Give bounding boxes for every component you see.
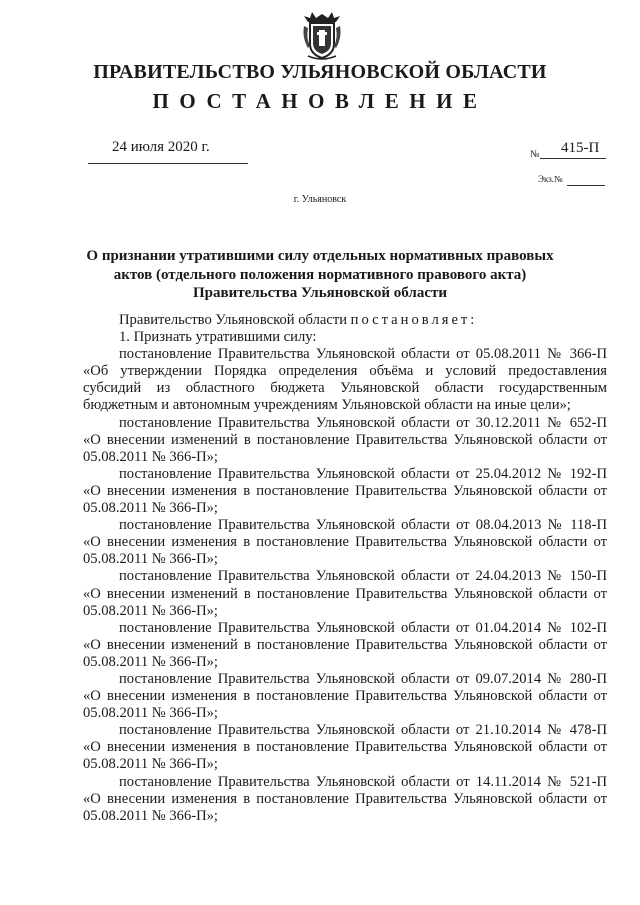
number-underline [540, 158, 606, 159]
paragraph: постановление Правительства Ульяновской области от 09.07.2014 № 280-П «О внесении изменения в постановление Правительства Ульяновской области от 05.08.2011 № 366-П»; [83, 670, 607, 722]
document-date: 24 июля 2020 г. [112, 139, 210, 155]
document-number: 415-П [561, 140, 600, 156]
copy-number-label: Экз.№ [538, 174, 563, 184]
item-1: 1. Признать утратившими силу: [119, 329, 317, 346]
number-sign: № [530, 149, 540, 160]
government-name: ПРАВИТЕЛЬСТВО УЛЬЯНОВСКОЙ ОБЛАСТИ [93, 61, 547, 83]
city: г. Ульяновск [293, 194, 347, 205]
preamble-verb: постановляет: [350, 312, 478, 328]
paragraph: постановление Правительства Ульяновской области от 05.08.2011 № 366-П «Об утверждении Порядка определения объёма и условий предоставления субсидий из областного бюджета Ульяновской области государственным бюджетным и автономным учреждениям Ульяновской области на иные цели»; [83, 346, 607, 414]
copy-number-underline [567, 185, 605, 186]
paragraph: постановление Правительства Ульяновской области от 01.04.2014 № 102-П «О внесении изменений в постановление Правительства Ульяновской области от 05.08.2011 № 366-П»; [83, 619, 607, 670]
paragraph: постановление Правительства Ульяновской области от 21.10.2014 № 478-П «О внесении изменения в постановление Правительства Ульяновской области от 05.08.2011 № 366-П»; [83, 722, 607, 773]
paragraph: постановление Правительства Ульяновской области от 14.11.2014 № 521-П «О внесении изменения в постановление Правительства Ульяновской области от 05.08.2011 № 366-П»; [83, 773, 607, 824]
paragraph: постановление Правительства Ульяновской области от 30.12.2011 № 652-П «О внесении изменений в постановление Правительства Ульяновской области от 05.08.2011 № 366-П»; [83, 414, 607, 465]
preamble-prefix: Правительство Ульяновской области [119, 312, 351, 328]
date-underline [88, 163, 248, 164]
paragraph: постановление Правительства Ульяновской области от 25.04.2012 № 192-П «О внесении изменения в постановление Правительства Ульяновской области от 05.08.2011 № 366-П»; [83, 465, 607, 517]
document-body [83, 312, 607, 825]
document-type: ПОСТАНОВЛЕНИЕ [152, 89, 488, 113]
paragraph: постановление Правительства Ульяновской области от 08.04.2013 № 118-П «О внесении изменения в постановление Правительства Ульяновской области от 05.08.2011 № 366-П»; [83, 517, 607, 568]
coat-of-arms-icon [300, 8, 344, 62]
document-title: О признании утратившими силу отдельных нормативных правовых актов (отдельного положения нормативного правового акта) Правительства Ульяновской области [86, 248, 554, 301]
preamble [83, 312, 607, 329]
paragraph: постановление Правительства Ульяновской области от 24.04.2013 № 150-П «О внесении изменений в постановление Правительства Ульяновской области от 05.08.2011 № 366-П»; [83, 568, 607, 619]
